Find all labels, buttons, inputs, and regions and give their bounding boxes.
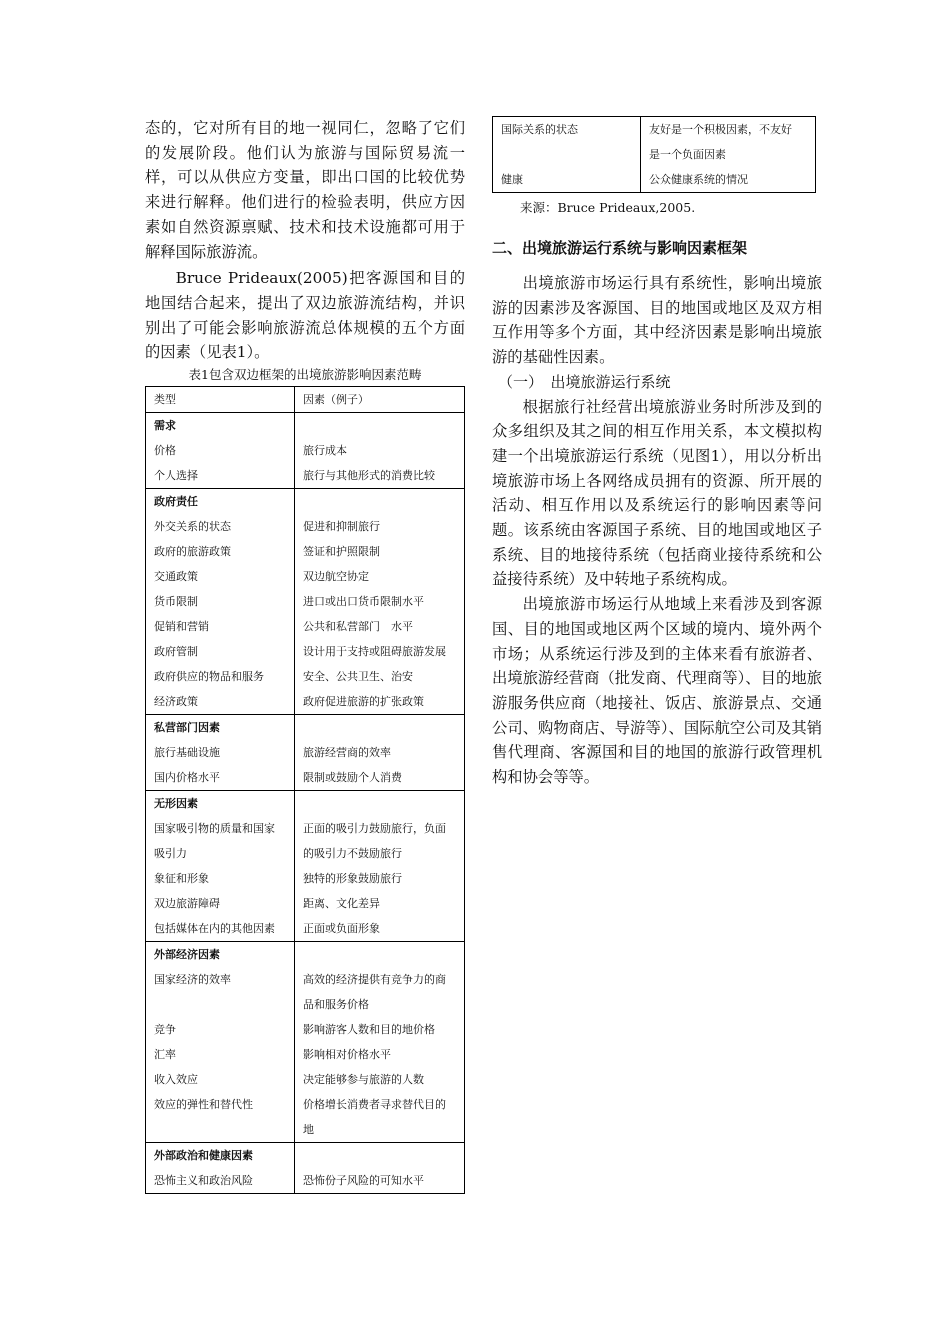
right-column — [492, 116, 822, 790]
cell-type: 外交关系的状态 — [146, 514, 295, 539]
table-header-row — [146, 387, 465, 413]
right-paragraph-2: 根据旅行社经营出境旅游业务时所涉及到的众多组织及其之间的相互作用关系，本文模拟构建一个出境旅游运行系统（见图1），用以分析出境旅游市场上各网络成员拥有的资源、所开展的活动、相互作用以及系统运行的影响因素等问题。该系统由客源国子系统、目的地国或地区子系统、目的地接待系统（包括商业接待系统和公益接待系统）及中转地子系统构成。 — [492, 397, 822, 589]
table-row — [146, 589, 465, 614]
cell-factor: 政府促进旅游的扩张政策 — [295, 689, 465, 715]
factor-table — [145, 386, 465, 1194]
table-row — [146, 514, 465, 539]
cell-factor: 正面或负面形象 — [295, 916, 465, 942]
table-group-row — [146, 791, 465, 817]
cell-type: 促销和营销 — [146, 614, 295, 639]
cell-type: 国家经济的效率 — [146, 967, 295, 992]
table-row — [146, 1117, 465, 1143]
left-column — [145, 116, 465, 1194]
left-paragraph-2: Bruce Prideaux(2005)把客源国和目的地国结合起来，提出了双边旅游流结构，并识别出了可能会影响旅游流总体规模的五个方面的因素（见表1）。 — [145, 269, 465, 362]
cell-factor — [641, 117, 816, 168]
table-source: 来源：Bruce Prideaux,2005. — [520, 200, 696, 215]
table-row — [146, 639, 465, 664]
cell-factor: 进口或出口货币限制水平 — [295, 589, 465, 614]
cell-factor-line: 友好是一个积极因素，不友好 — [649, 123, 792, 136]
cell-factor: 影响相对价格水平 — [295, 1042, 465, 1067]
cell-factor: 旅行与其他形式的消费比较 — [295, 463, 465, 489]
table-row — [146, 992, 465, 1017]
right-paragraph-1: 出境旅游市场运行具有系统性，影响出境旅游的因素涉及客源国、目的地国或地区及双方相互作用等多个方面，其中经济因素是影响出境旅游的基础性因素。 — [492, 274, 822, 367]
table-row — [146, 816, 465, 841]
table-row — [146, 916, 465, 942]
table-row — [146, 891, 465, 916]
group-title-empty — [295, 791, 465, 817]
cell-factor: 安全、公共卫生、治安 — [295, 664, 465, 689]
table-group-row — [146, 715, 465, 741]
table-row — [146, 740, 465, 765]
subsection-title: （一） 出境旅游运行系统 — [498, 372, 671, 391]
table-row — [146, 1067, 465, 1092]
cell-type: 健康 — [493, 167, 641, 193]
cell-type: 国际关系的状态 — [493, 117, 641, 168]
cell-type: 汇率 — [146, 1042, 295, 1067]
table-row — [146, 967, 465, 992]
table-row — [146, 463, 465, 489]
cell-factor-line: 是一个负面因素 — [649, 148, 726, 161]
cell-type: 象征和形象 — [146, 866, 295, 891]
table-row — [493, 117, 816, 168]
cell-factor — [641, 167, 816, 193]
group-title: 外部经济因素 — [146, 942, 295, 968]
factor-table-continued — [492, 116, 816, 193]
cell-factor: 限制或鼓励个人消费 — [295, 765, 465, 791]
table-row — [146, 1092, 465, 1117]
table-row — [146, 539, 465, 564]
cell-factor: 影响游客人数和目的地价格 — [295, 1017, 465, 1042]
cell-type: 收入效应 — [146, 1067, 295, 1092]
cell-factor: 设计用于支持或阻碍旅游发展 — [295, 639, 465, 664]
table-row — [493, 167, 816, 193]
cell-factor: 旅游经营商的效率 — [295, 740, 465, 765]
cell-type: 价格 — [146, 438, 295, 463]
group-title-empty — [295, 413, 465, 439]
cell-type: 政府管制 — [146, 639, 295, 664]
table-row — [146, 841, 465, 866]
cell-factor: 距离、文化差异 — [295, 891, 465, 916]
cell-factor: 签证和护照限制 — [295, 539, 465, 564]
cell-factor: 正面的吸引力鼓励旅行，负面 — [295, 816, 465, 841]
group-title: 私营部门因素 — [146, 715, 295, 741]
cell-factor-line: 公众健康系统的情况 — [649, 173, 748, 186]
cell-type: 国内价格水平 — [146, 765, 295, 791]
group-title: 无形因素 — [146, 791, 295, 817]
cell-factor: 公共和私营部门 水平 — [295, 614, 465, 639]
cell-type: 效应的弹性和替代性 — [146, 1092, 295, 1117]
table-row — [146, 1168, 465, 1194]
cell-factor: 恐怖份子风险的可知水平 — [295, 1168, 465, 1194]
group-title: 外部政治和健康因素 — [146, 1143, 295, 1169]
group-title-empty — [295, 942, 465, 968]
cell-factor: 独特的形象鼓励旅行 — [295, 866, 465, 891]
cell-factor: 高效的经济提供有竞争力的商 — [295, 967, 465, 992]
cell-type: 恐怖主义和政治风险 — [146, 1168, 295, 1194]
table-row — [146, 438, 465, 463]
cell-type: 吸引力 — [146, 841, 295, 866]
table-group-row — [146, 489, 465, 515]
header-type: 类型 — [146, 387, 295, 413]
table-row — [146, 765, 465, 791]
cell-type: 竞争 — [146, 1017, 295, 1042]
cell-type — [146, 1117, 295, 1143]
cell-type: 经济政策 — [146, 689, 295, 715]
table-group-row — [146, 1143, 465, 1169]
cell-type: 交通政策 — [146, 564, 295, 589]
group-title: 政府责任 — [146, 489, 295, 515]
group-title-empty — [295, 715, 465, 741]
group-title-empty — [295, 489, 465, 515]
cell-factor: 的吸引力不鼓励旅行 — [295, 841, 465, 866]
table-row — [146, 866, 465, 891]
cell-type: 货币限制 — [146, 589, 295, 614]
cell-factor: 双边航空协定 — [295, 564, 465, 589]
cell-type — [146, 992, 295, 1017]
cell-type: 政府的旅游政策 — [146, 539, 295, 564]
table-row — [146, 689, 465, 715]
table-group-row — [146, 942, 465, 968]
table-row — [146, 664, 465, 689]
cell-type: 政府供应的物品和服务 — [146, 664, 295, 689]
cell-type: 个人选择 — [146, 463, 295, 489]
cell-type: 国家吸引物的质量和国家 — [146, 816, 295, 841]
cell-type: 双边旅游障碍 — [146, 891, 295, 916]
cell-type: 包括媒体在内的其他因素 — [146, 916, 295, 942]
group-title-empty — [295, 1143, 465, 1169]
cell-factor: 价格增长消费者寻求替代目的 — [295, 1092, 465, 1117]
group-title: 需求 — [146, 413, 295, 439]
section-title: 二、出境旅游运行系统与影响因素框架 — [492, 239, 748, 257]
table-group-row — [146, 413, 465, 439]
table-row — [146, 614, 465, 639]
table-row — [146, 564, 465, 589]
cell-factor: 促进和抑制旅行 — [295, 514, 465, 539]
table-caption: 表1包含双边框架的出境旅游影响因素范畴 — [188, 367, 422, 383]
left-paragraph-1: 态的，它对所有目的地一视同仁，忽略了它们的发展阶段。他们认为旅游与国际贸易流一样，可以从供应方变量，即出口国的比较优势来进行解释。他们进行的检验表明，供应方因素如自然资源禀赋、技术和技术设施都可用于解释国际旅游流。 — [145, 119, 465, 261]
header-factor: 因素（例子） — [295, 387, 465, 413]
cell-factor: 地 — [295, 1117, 465, 1143]
table-row — [146, 1017, 465, 1042]
cell-type: 旅行基础设施 — [146, 740, 295, 765]
cell-factor: 决定能够参与旅游的人数 — [295, 1067, 465, 1092]
cell-factor: 品和服务价格 — [295, 992, 465, 1017]
table-row — [146, 1042, 465, 1067]
right-paragraph-3: 出境旅游市场运行从地域上来看涉及到客源国、目的地国或地区两个区域的境内、境外两个市场；从系统运行涉及到的主体来看有旅游者、出境旅游经营商（批发商、代理商等）、目的地旅游服务供应商（地接社、饭店、旅游景点、交通公司、购物商店、导游等）、国际航空公司及其销售代理商、客源国和目的地国的旅游行政管理机构和协会等等。 — [492, 595, 822, 787]
cell-factor: 旅行成本 — [295, 438, 465, 463]
